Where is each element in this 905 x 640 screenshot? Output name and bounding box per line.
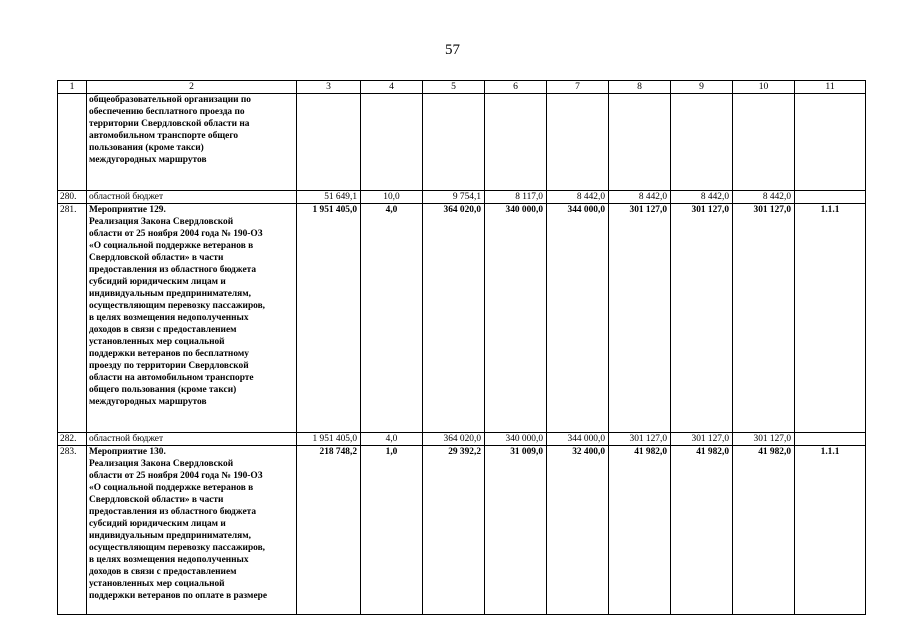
- value-cell: 51 649,1: [297, 191, 361, 204]
- value-cell: 10,0: [361, 191, 423, 204]
- value-cell: [671, 94, 733, 191]
- value-cell: 301 127,0: [671, 433, 733, 446]
- column-header: 7: [547, 81, 609, 94]
- value-cell: [485, 94, 547, 191]
- value-cell: 1.1.1: [795, 204, 866, 433]
- column-header: 4: [361, 81, 423, 94]
- value-cell: 8 442,0: [609, 191, 671, 204]
- row-description: областной бюджет: [87, 191, 297, 204]
- column-header: 3: [297, 81, 361, 94]
- table-row: [58, 446, 866, 615]
- value-cell: 364 020,0: [423, 433, 485, 446]
- value-cell: 41 982,0: [671, 446, 733, 615]
- value-cell: [361, 94, 423, 191]
- page-number: 57: [445, 42, 460, 58]
- value-cell: 301 127,0: [733, 204, 795, 433]
- value-cell: 29 392,2: [423, 446, 485, 615]
- column-header: 11: [795, 81, 866, 94]
- value-cell: 344 000,0: [547, 433, 609, 446]
- value-cell: 4,0: [361, 433, 423, 446]
- row-number: 281.: [58, 204, 87, 433]
- row-description: Мероприятие 130. Реализация Закона Свердловской области от 25 ноября 2004 года № 190-ОЗ «О социальной поддержке ветеранов в Свердловской области» в части предоставления из областного бюджета субсидий юридическим лицам и индивидуальным предпринимателям, осуществляющим перевозку пассажиров, в целях возмещения недополученных доходов в связи с предоставлением установленных мер социальной поддержки ветеранов по оплате в размере: [87, 446, 297, 615]
- row-description: областной бюджет: [87, 433, 297, 446]
- value-cell: 1.1.1: [795, 446, 866, 615]
- value-cell: 344 000,0: [547, 204, 609, 433]
- budget-table: [57, 80, 866, 615]
- row-description: Мероприятие 129. Реализация Закона Свердловской области от 25 ноября 2004 года № 190-ОЗ «О социальной поддержке ветеранов в Свердловской области» в части предоставления из областного бюджета субсидий юридическим лицам и индивидуальным предпринимателям, осуществляющим перевозку пассажиров, в целях возмещения недополученных доходов в связи с предоставлением установленных мер социальной поддержки ветеранов по бесплатному проезду по территории Свердловской области на автомобильном транспорте общего пользования (кроме такси) междугородных маршрутов: [87, 204, 297, 433]
- value-cell: 301 127,0: [733, 433, 795, 446]
- value-cell: [795, 191, 866, 204]
- row-description: общеобразовательной организации по обеспечению бесплатного проезда по территории Свердловской области на автомобильном транспорте общего пользования (кроме такси) междугородных маршрутов: [87, 94, 297, 191]
- value-cell: [733, 94, 795, 191]
- value-cell: 4,0: [361, 204, 423, 433]
- value-cell: 1 951 405,0: [297, 204, 361, 433]
- value-cell: 364 020,0: [423, 204, 485, 433]
- column-header: 1: [58, 81, 87, 94]
- table-row: [58, 94, 866, 191]
- column-header: 8: [609, 81, 671, 94]
- value-cell: [609, 94, 671, 191]
- column-number-row: [58, 81, 866, 94]
- column-header: 9: [671, 81, 733, 94]
- value-cell: [795, 94, 866, 191]
- value-cell: 301 127,0: [609, 204, 671, 433]
- value-cell: 340 000,0: [485, 204, 547, 433]
- column-header: 6: [485, 81, 547, 94]
- value-cell: 8 442,0: [671, 191, 733, 204]
- value-cell: 301 127,0: [609, 433, 671, 446]
- column-header: 10: [733, 81, 795, 94]
- value-cell: 8 442,0: [547, 191, 609, 204]
- value-cell: [297, 94, 361, 191]
- column-header: 2: [87, 81, 297, 94]
- value-cell: 301 127,0: [671, 204, 733, 433]
- value-cell: 41 982,0: [733, 446, 795, 615]
- value-cell: 1 951 405,0: [297, 433, 361, 446]
- column-header: 5: [423, 81, 485, 94]
- row-number: [58, 94, 87, 191]
- row-number: 282.: [58, 433, 87, 446]
- value-cell: 218 748,2: [297, 446, 361, 615]
- value-cell: 1,0: [361, 446, 423, 615]
- value-cell: 32 400,0: [547, 446, 609, 615]
- value-cell: 8 442,0: [733, 191, 795, 204]
- row-number: 280.: [58, 191, 87, 204]
- value-cell: [795, 433, 866, 446]
- table-row: [58, 204, 866, 433]
- table-row: [58, 433, 866, 446]
- value-cell: [547, 94, 609, 191]
- row-number: 283.: [58, 446, 87, 615]
- value-cell: [423, 94, 485, 191]
- value-cell: 340 000,0: [485, 433, 547, 446]
- value-cell: 8 117,0: [485, 191, 547, 204]
- table-row: [58, 191, 866, 204]
- value-cell: 31 009,0: [485, 446, 547, 615]
- value-cell: 9 754,1: [423, 191, 485, 204]
- value-cell: 41 982,0: [609, 446, 671, 615]
